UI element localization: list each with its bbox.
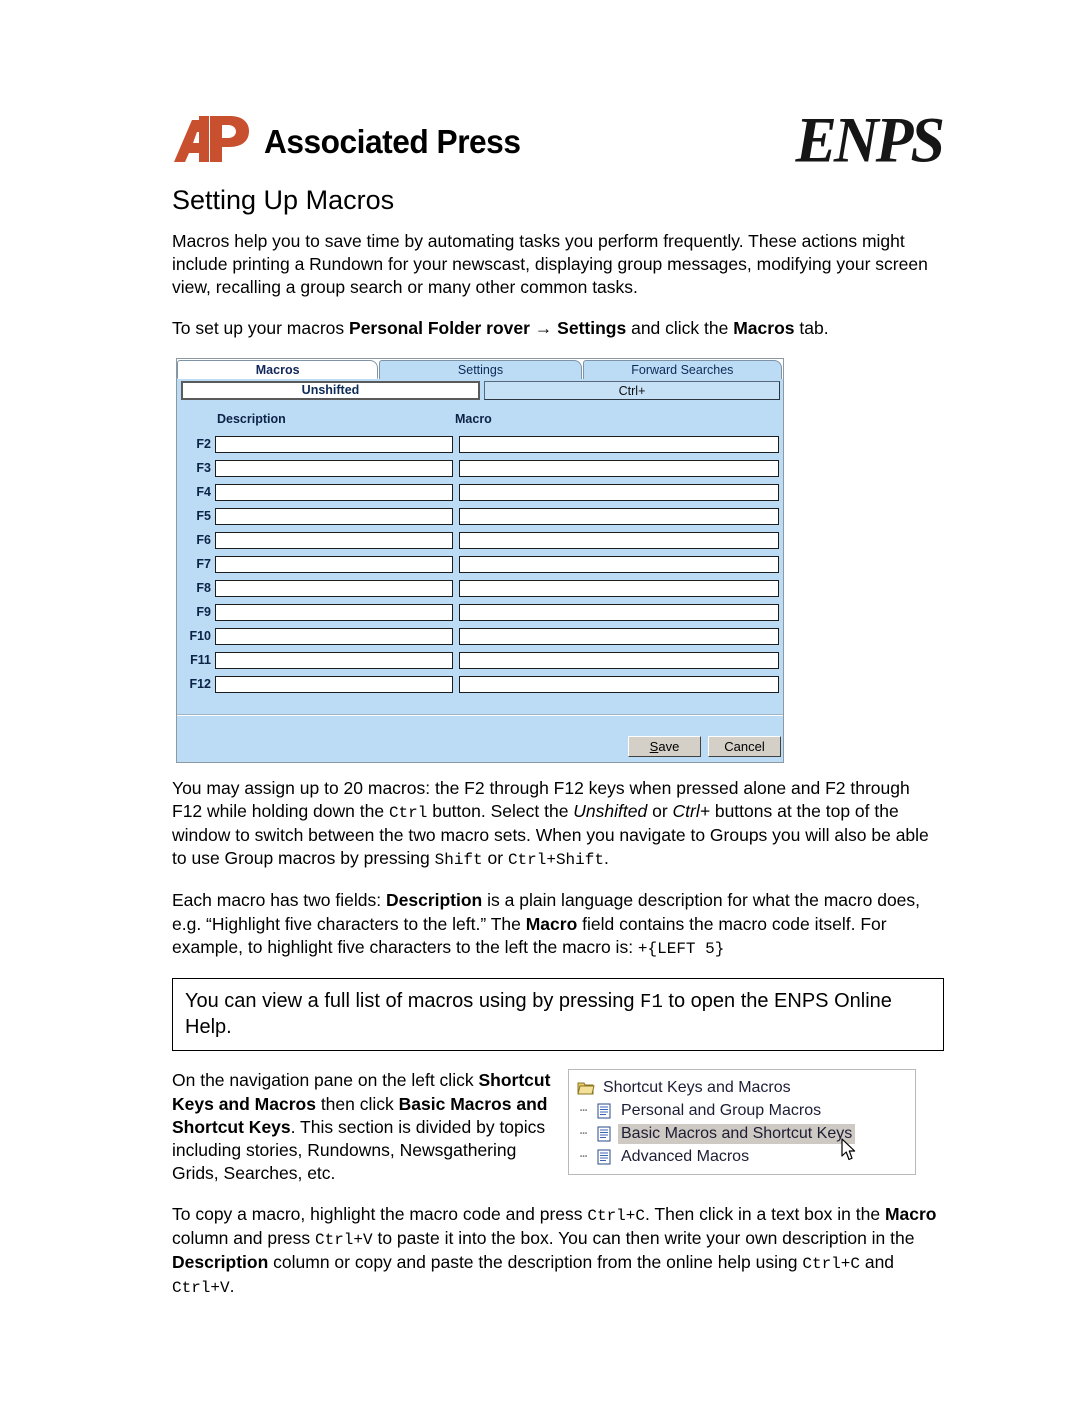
italic-ctrl-plus: Ctrl+ (672, 801, 710, 822)
assign-paragraph (172, 777, 944, 871)
fields-text-2: is a plain language description for what the macro does, e.g. “Highlight five characters to the left.” The (172, 890, 921, 934)
description-input-f8[interactable] (215, 580, 453, 597)
help-navigation-tree-screenshot (568, 1069, 916, 1175)
save-button[interactable] (628, 736, 701, 757)
macro-set-selector (177, 379, 783, 402)
fkey-label: F5 (196, 509, 211, 524)
code-ctrl-c-2: Ctrl+C (802, 1255, 860, 1274)
column-header-macro: Macro (455, 412, 492, 427)
macro-row-f2 (177, 432, 783, 456)
fkey-label: F11 (190, 653, 211, 668)
macro-input-f3[interactable] (459, 460, 779, 477)
bold-description-2: Description (172, 1252, 269, 1273)
macro-row-f9 (177, 600, 783, 624)
callout-text-1: You can view a full list of macros using by pressing (185, 989, 641, 1012)
macro-row-f4 (177, 480, 783, 504)
fkey-label: F10 (189, 629, 211, 644)
save-rest: ave (658, 739, 680, 755)
code-f1: F1 (640, 990, 663, 1013)
tree-connector: ⋯ (579, 1127, 589, 1142)
italic-unshifted: Unshifted (573, 801, 648, 822)
tree-item-shortcut-keys-and-macros[interactable] (573, 1076, 911, 1099)
macro-row-f5 (177, 504, 783, 528)
fields-paragraph (172, 889, 944, 959)
code-shift: Shift (434, 851, 483, 870)
setup-bold-settings: Settings (557, 317, 627, 338)
setup-paragraph (172, 317, 944, 340)
setup-mid: and click the (626, 317, 734, 338)
cancel-button[interactable]: Cancel (708, 736, 781, 757)
bold-macro: Macro (525, 913, 578, 934)
nav-text-2: then click (315, 1093, 399, 1114)
macro-input-f9[interactable] (459, 604, 779, 621)
fkey-label: F8 (196, 581, 211, 596)
macro-input-f11[interactable] (459, 652, 779, 669)
macro-input-f4[interactable] (459, 484, 779, 501)
setup-arrow: → (529, 317, 558, 338)
tree-item-basic-macros-and-shortcut-keys[interactable] (573, 1122, 911, 1145)
description-input-f12[interactable] (215, 676, 453, 693)
copy-text-7: . (229, 1276, 235, 1297)
description-input-f5[interactable] (215, 508, 453, 525)
mouse-cursor-icon (841, 1138, 857, 1162)
fkey-label: F7 (196, 557, 211, 572)
tab-forward-searches[interactable]: Forward Searches (583, 360, 782, 379)
ap-logo-text: Associated Press (264, 122, 521, 160)
document-icon (595, 1103, 613, 1119)
ap-logo (172, 116, 531, 166)
segment-unshifted[interactable]: Unshifted (181, 381, 480, 400)
bold-basic-macros-and-shortcut-keys: Basic Macros and Shortcut Keys (172, 1093, 548, 1137)
code-ctrl-v-2: Ctrl+V (172, 1279, 230, 1298)
tree-item-personal-and-group-macros[interactable] (573, 1099, 911, 1122)
bold-description: Description (385, 890, 483, 911)
bold-shortcut-keys-and-macros: Shortcut Keys and Macros (172, 1070, 551, 1114)
setup-bold-macros: Macros (733, 317, 795, 338)
macro-row-f11 (177, 648, 783, 672)
callout-text-2: to open the ENPS Online Help. (185, 989, 892, 1039)
tree-item-label: Basic Macros and Shortcut Keys (618, 1124, 855, 1144)
fkey-label: F12 (189, 677, 211, 692)
description-input-f2[interactable] (215, 436, 453, 453)
copy-text-6: and (859, 1252, 895, 1273)
dialog-column-headers (177, 402, 783, 432)
macro-input-f7[interactable] (459, 556, 779, 573)
fkey-label: F4 (196, 485, 211, 500)
assign-text-5: or (482, 848, 508, 869)
nav-text-3: . This section is divided by topics including stories, Rundowns, Newsgathering Grids, Searches, etc. (172, 1116, 546, 1183)
fkey-label: F3 (196, 461, 211, 476)
fkey-label: F9 (196, 605, 211, 620)
document-body (172, 186, 944, 1317)
macro-input-f5[interactable] (459, 508, 779, 525)
column-header-description: Description (217, 412, 286, 427)
macro-input-f6[interactable] (459, 532, 779, 549)
tree-item-label: Personal and Group Macros (621, 1101, 822, 1119)
description-input-f9[interactable] (215, 604, 453, 621)
tree-connector: ⋯ (579, 1104, 589, 1119)
fkey-label: F6 (196, 533, 211, 548)
assign-text-1: You may assign up to 20 macros: the F2 through F12 keys when pressed alone and F2 through F12 while holding down the (172, 778, 910, 822)
copy-text-5: column or copy and paste the description from the online help using (268, 1252, 803, 1273)
assign-text-2: button. Select the (427, 801, 574, 822)
page-title: Setting Up Macros (172, 185, 395, 215)
assign-text-4: buttons at the top of the window to switch between the two macro sets. When you navigate to Groups you will also be able to use Group macros by pressing (172, 801, 929, 869)
macro-row-f7 (177, 552, 783, 576)
setup-prefix: To set up your macros (172, 317, 350, 338)
macros-settings-dialog (176, 358, 784, 763)
macro-input-f2[interactable] (459, 436, 779, 453)
copy-text-1: To copy a macro, highlight the macro code and press (172, 1203, 588, 1224)
assign-text-3: or (647, 801, 673, 822)
macro-row-f6 (177, 528, 783, 552)
tree-connector: ⋯ (579, 1150, 589, 1165)
fields-text-3: field contains the macro code itself. For example, to highlight five characters to the left the macro is: (172, 913, 887, 957)
code-ctrl: Ctrl (388, 804, 428, 823)
copy-text-3: column and press (172, 1228, 315, 1249)
tab-macros[interactable]: Macros (177, 360, 378, 379)
copy-macro-paragraph (172, 1203, 944, 1299)
fields-text-1: Each macro has two fields: (172, 890, 386, 911)
save-accel: S (649, 739, 659, 755)
callout-box (172, 978, 944, 1052)
macro-row-f3 (177, 456, 783, 480)
macro-row-f12 (177, 672, 783, 696)
tree-item-advanced-macros[interactable] (573, 1145, 911, 1168)
setup-bold-personal-folder-rover: Personal Folder rover (349, 317, 530, 338)
setup-suffix: tab. (794, 317, 829, 338)
description-input-f11[interactable] (215, 652, 453, 669)
tree-item-label: Advanced Macros (621, 1147, 750, 1165)
copy-text-4: to paste it into the box. You can then write your own description in the (372, 1228, 915, 1249)
intro-text: Macros help you to save time by automating tasks you perform frequently. These actions might include printing a Rundown for your newscast, displaying group messages, modifying your screen view, recalling a group search or many other common tasks. (172, 230, 928, 297)
code-ctrl-v-1: Ctrl+V (315, 1231, 373, 1250)
macro-row-f10 (177, 624, 783, 648)
tab-settings[interactable]: Settings (379, 360, 581, 379)
enps-logo: ENPS (795, 104, 942, 177)
intro-paragraph (172, 230, 944, 299)
open-folder-icon (577, 1080, 595, 1096)
code-ctrl-c-1: Ctrl+C (587, 1206, 645, 1225)
macro-input-f8[interactable] (459, 580, 779, 597)
macro-input-f12[interactable] (459, 676, 779, 693)
tree-item-label: Shortcut Keys and Macros (603, 1078, 791, 1096)
fkey-label: F2 (196, 437, 211, 452)
assign-text-6: . (603, 848, 609, 869)
dialog-spacer (177, 696, 783, 710)
copy-text-2: . Then click in a text box in the (644, 1203, 885, 1224)
dialog-tabstrip (177, 359, 783, 379)
nav-text-1: On the navigation pane on the left click (172, 1070, 479, 1091)
macro-input-f10[interactable] (459, 628, 779, 645)
description-input-f10[interactable] (215, 628, 453, 645)
navigation-instructions (172, 1069, 568, 1184)
ap-mark-icon (172, 116, 256, 166)
document-icon (595, 1149, 613, 1165)
document-icon (595, 1126, 613, 1142)
description-input-f7[interactable] (215, 556, 453, 573)
description-input-f6[interactable] (215, 532, 453, 549)
description-input-f3[interactable] (215, 460, 453, 477)
code-left-5: +{LEFT 5} (637, 939, 725, 958)
dialog-button-bar (177, 716, 783, 762)
macro-row-f8 (177, 576, 783, 600)
code-ctrl-shift: Ctrl+Shift (507, 851, 604, 870)
page-header (172, 104, 942, 180)
navigation-section (172, 1069, 944, 1184)
description-input-f4[interactable] (215, 484, 453, 501)
bold-macro-2: Macro (884, 1203, 937, 1224)
segment-ctrl-plus[interactable]: Ctrl+ (484, 381, 780, 400)
